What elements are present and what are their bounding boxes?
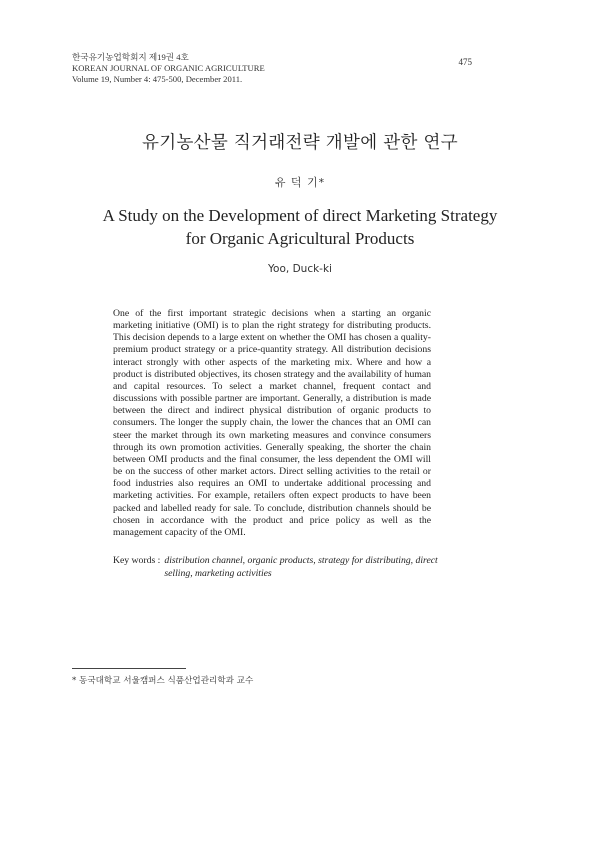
abstract-text: One of the first important strategic decisions when a starting an organic marketing initiative (OMI) is to plan the right strategy for distributing products. This decision depends to a large extent on whether the OMI has chosen a quality-premium product strategy or a price-quantity strategy. All distribution decisions interact strongly with other aspects of the marketing mix. Where and how a product is distributed objectives, its chosen strategy and the availability of human and capital resources. To select a market channel, frequent contact and discussions with possible partner are important. Generally, a distribution is made between the direct and indirect physical distribution of organic products to consumers. The longer the supply chain, the lower the chances that an OMI can steer the market through its own marketing measures and convince consumers through its own promotion activities. Generally speaking, the shorter the chain between OMI products and the final consumer, the less dependent the OMI will be on the success of other market actors. Direct selling activities to the retail or food industries also requires an OMI to undertake additional processing and marketing activities. For example, retailers often expect products to have been packed and labelled ready for sale. To conclude, distribution channels should be chosen in accordance with the product and price policy as well as the management capacity of the OMI. bbox=[113, 308, 431, 538]
author-affiliation-footnote: * 동국대학교 서울캠퍼스 식품산업관리학과 교수 bbox=[72, 676, 254, 686]
journal-name-english: KOREAN JOURNAL OF ORGANIC AGRICULTURE bbox=[72, 63, 265, 73]
keywords-label: Key words : bbox=[113, 555, 161, 566]
journal-header bbox=[72, 52, 265, 85]
page-number: 475 bbox=[458, 57, 472, 67]
footnote-divider bbox=[72, 668, 186, 669]
author-korean: 유 덕 기* bbox=[274, 176, 326, 189]
title-english-line-2: for Organic Agricultural Products bbox=[185, 229, 415, 248]
title-english bbox=[0, 204, 600, 250]
keywords bbox=[113, 555, 443, 580]
author-english: Yoo, Duck-ki bbox=[268, 263, 332, 275]
title-english-line-1: A Study on the Development of direct Marketing Strategy bbox=[102, 206, 498, 225]
keywords-values: distribution channel, organic products, strategy for distributing, direct selling, marketing activities bbox=[164, 555, 438, 579]
journal-volume-line: Volume 19, Number 4: 475-500, December 2011. bbox=[72, 74, 243, 84]
journal-name-korean: 한국유기농업학회지 제19권 4호 bbox=[72, 52, 189, 62]
title-korean: 유기농산물 직거래전략 개발에 관한 연구 bbox=[142, 133, 458, 153]
